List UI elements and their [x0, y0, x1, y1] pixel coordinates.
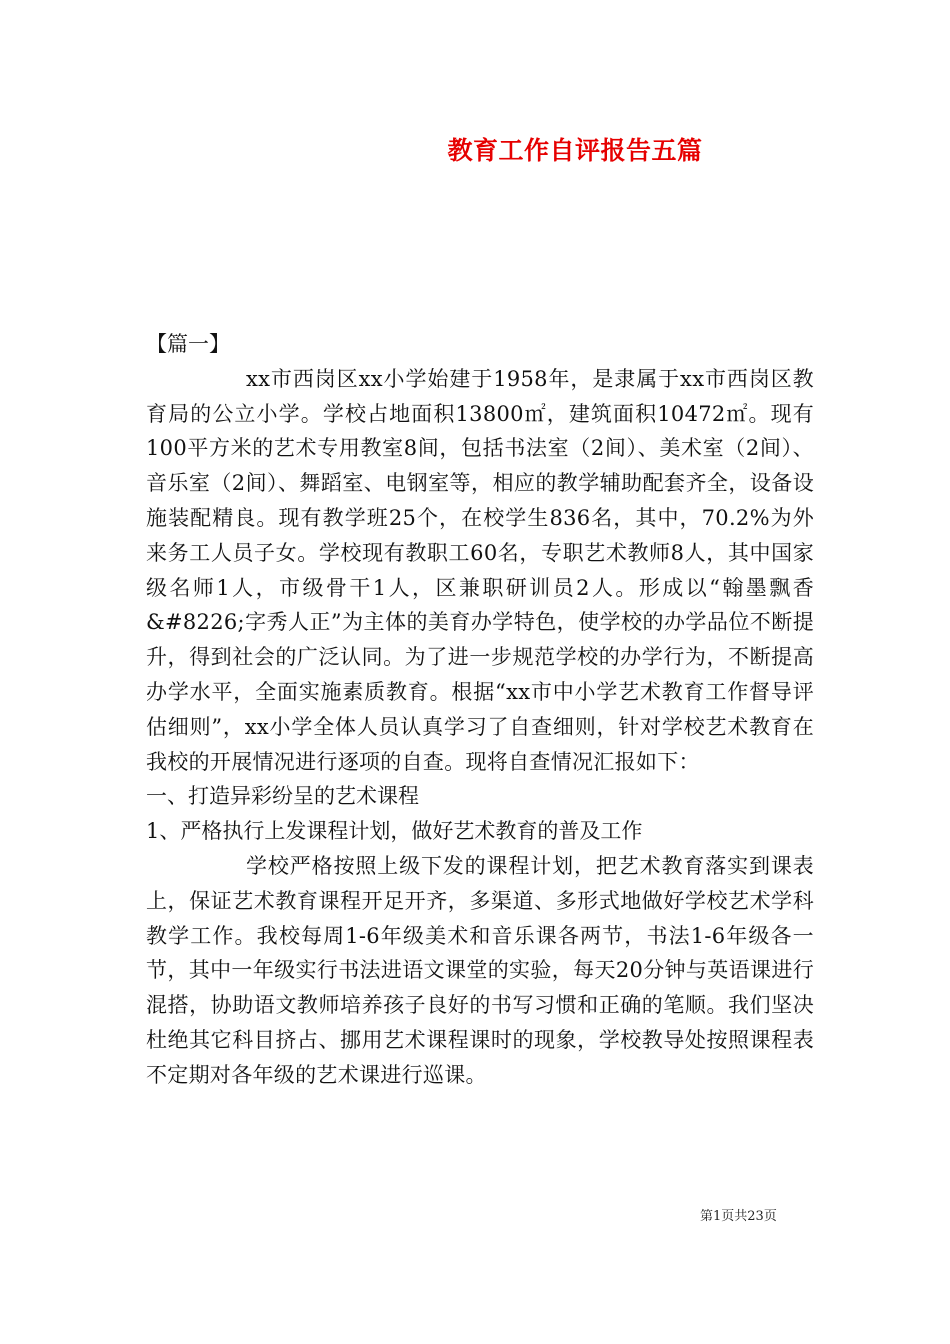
intro-paragraph: xx市西岗区xx小学始建于1958年，是隶属于xx市西岗区教育局的公立小学。学校占地面积13800㎡，建筑面积10472㎡。现有100平方米的艺术专用教室8间，包括书法室（2间）、美术室（2间）、音乐室（2间）、舞蹈室、电钢室等，相应的教学辅助配套齐全，设备设施装配精良。现有教学班25个，在校学生836名，其中，70.2%为外来务工人员子女。学校现有教职工60名，专职艺术教师8人，其中国家级名师1人，市级骨干1人，区兼职研训员2人。形成以“翰墨飘香&#8226;字秀人正”为主体的美育办学特色，使学校的办学品位不断提升，得到社会的广泛认同。为了进一步规范学校的办学行为，不断提高办学水平，全面实施素质教育。根据“xx市中小学艺术教育工作督导评估细则”，xx小学全体人员认真学习了自查细则，针对学校艺术教育在我校的开展情况进行逐项的自查。现将自查情况汇报如下： — [146, 366, 814, 774]
subsection-heading: 1、严格执行上发课程计划，做好艺术教育的普及工作 — [146, 819, 643, 844]
section-label: 【篇一】 — [146, 332, 230, 356]
section-heading: 一、打造异彩纷呈的艺术课程 — [146, 784, 419, 809]
page-footer: 第1页共23页 — [700, 1209, 777, 1224]
body-paragraph: 学校严格按照上级下发的课程计划，把艺术教育落实到课表上，保证艺术教育课程开足开齐，多渠道、多形式地做好学校艺术学科教学工作。我校每周1-6年级美术和音乐课各两节，书法1-6年级各一节，其中一年级实行书法进语文课堂的实验，每天20分钟与英语课进行混搭，协助语文教师培养孩子良好的书写习惯和正确的笔顺。我们坚决杜绝其它科目挤占、挪用艺术课程课时的现象，学校教导处按照课程表不定期对各年级的艺术课进行巡课。 — [146, 853, 814, 1087]
document-title: 教育工作自评报告五篇 — [447, 136, 703, 165]
document-body — [146, 327, 814, 1093]
